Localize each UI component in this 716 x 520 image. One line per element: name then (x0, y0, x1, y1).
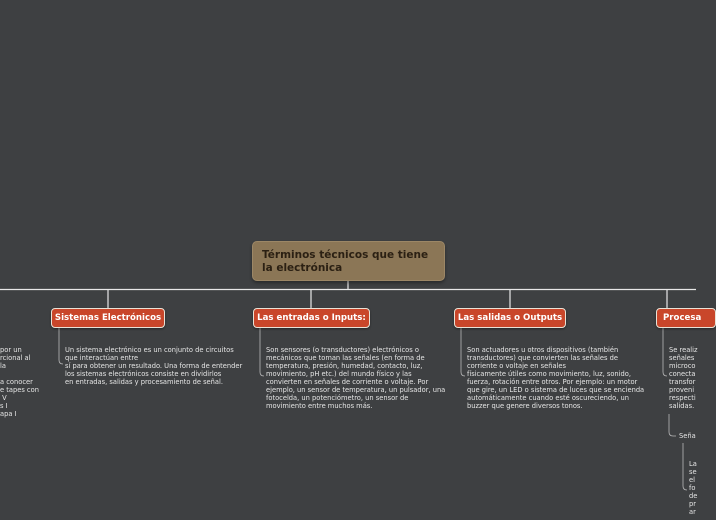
description-procesamiento: Se realiz señales microco conecta transfor proveni respecti salidas. (669, 346, 698, 410)
topic-label: Procesa (663, 313, 702, 323)
topic-label: Las entradas o Inputs: (257, 313, 366, 323)
desc-bracket-3 (461, 328, 465, 376)
subnode-bracket (683, 443, 687, 490)
desc-bracket-2 (260, 328, 264, 376)
root-title: Términos técnicos que tiene la electrónica (262, 249, 429, 274)
description-sistemas-electronicos: Un sistema electrónico es un conjunto de circuitos que interactúan entre sí para obtener un resultado. Una forma de entender los sistemas electrónicos consiste en dividirlos en entradas, salidas y procesamiento de señal. (65, 346, 243, 386)
subnode-connector (669, 414, 676, 436)
subnode-senales[interactable]: Seña (679, 432, 696, 440)
topic-salidas-outputs[interactable] (454, 308, 566, 328)
subnode-description: La se el fo de pr ar (689, 460, 698, 516)
left-fragment-text: por un rcional al la a conocer e tapes con V s I apa I (0, 346, 39, 418)
topic-entradas-inputs[interactable] (253, 308, 370, 328)
topic-label: Sistemas Electrónicos (54, 313, 162, 323)
topic-sistemas-electronicos[interactable] (51, 308, 165, 328)
topic-procesamiento[interactable] (656, 308, 716, 328)
description-salidas-outputs: Son actuadores u otros dispositivos (también transductores) que convierten las señales de corriente o voltaje en señales físicamente útiles como movimiento, luz, sonido, fuerza, rotación entre otros. Por ejemplo: un motor que gire, un LED o sistema de luces que se encienda automáticamente cuando esté oscureciendo, un buzzer que genere diversos tonos. (467, 346, 645, 410)
description-entradas-inputs: Son sensores (o transductores) electrónicos o mecánicos que toman las señales (en forma de temperatura, presión, humedad, contacto, luz, movimiento, pH etc.) del mundo físico y las convierten en señales de corriente o voltaje. Por ejemplo, un sensor de temperatura, un pulsador, una fotocelda, un potenciómetro, un sensor de movimiento entre muchos más. (266, 346, 446, 410)
root-node[interactable] (252, 241, 445, 281)
desc-bracket-1 (59, 328, 63, 364)
topic-label: Las salidas o Outputs (457, 313, 563, 323)
desc-bracket-4 (663, 328, 667, 376)
